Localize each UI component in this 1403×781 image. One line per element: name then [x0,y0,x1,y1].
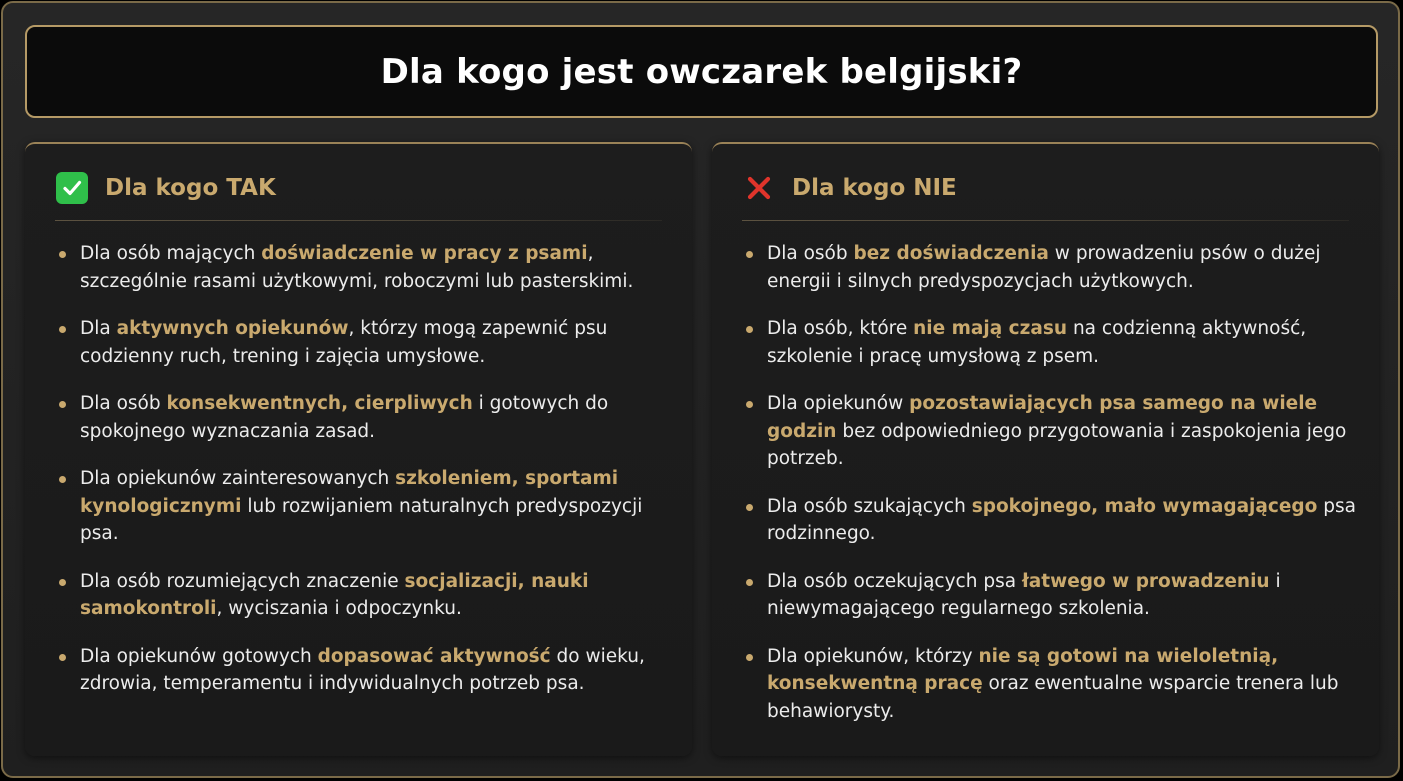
item-highlight: aktywnych opiekunów [116,318,349,339]
item-text: Dla opiekunów [767,393,910,414]
item-highlight: nie są gotowi na wieloletnią, konsekwentną pracę [767,645,1279,694]
item-text: na codzienną aktywność, szkolenie i pracę umysłową z psem. [767,318,1307,367]
item-text: Dla osób [767,243,854,264]
list-item [742,493,1362,548]
item-text: Dla osób mających [80,243,262,264]
list-item [742,568,1362,623]
item-text: Dla osób oczekujących psa [767,570,1022,592]
item-highlight: bez doświadczenia [853,243,1049,264]
item-text: Dla osób rozumiejących znaczenie [80,570,405,592]
bullet-dot [59,654,66,661]
item-text: , którzy mogą zapewnić psu codzienny ruch, trening i zajęcia umysłowe. [80,318,608,367]
item-highlight: nie mają czasu [913,318,1068,339]
item-highlight: konsekwentnych, cierpliwych [166,393,473,414]
bullet-dot [59,401,66,408]
title-banner [25,25,1378,118]
item-highlight: szkoleniem, sportami kynologicznymi [80,468,619,517]
item-text: Dla osób, które [767,318,914,339]
list-item [55,240,675,295]
item-text: i niewymagającego regularnego szkolenia. [767,570,1281,619]
list-item [55,643,675,698]
item-text: Dla opiekunów, którzy [767,645,979,667]
bullet-dot [746,654,753,661]
list-item [55,315,675,370]
item-text: psa rodzinnego. [767,495,1356,544]
yes-heading: Dla kogo TAK [105,175,276,201]
no-heading: Dla kogo NIE [792,175,957,201]
item-highlight: doświadczenie w pracy z psami [261,243,588,264]
item-text: oraz ewentualne wsparcie trenera lub behawiorysty. [767,673,1339,722]
no-panel-header [742,170,957,206]
bullet-dot [59,326,66,333]
yes-list [55,240,675,718]
item-highlight: spokojnego, mało wymagającego [971,495,1318,517]
item-text: i gotowych do spokojnego wyznaczania zasad. [80,393,609,442]
bullet-dot [746,579,753,586]
item-text: Dla osób szukających [767,495,972,517]
bullet-dot [59,579,66,586]
item-text: , wyciszania i odpoczynku. [216,598,462,619]
item-highlight: socjalizacji, nauki samokontroli [80,570,589,619]
no-list [742,240,1362,745]
list-item [55,390,675,445]
list-item [55,568,675,623]
item-text: Dla [80,318,117,339]
item-text: w prowadzeniu psów o dużej energii i silnych predyspozycjach użytkowych. [767,243,1321,292]
item-text: , szczególnie rasami użytkowymi, roboczymi lub pasterskimi. [80,243,634,292]
bullet-dot [746,251,753,258]
page-title: Dla kogo jest owczarek belgijski? [380,51,1023,92]
cross-mark-icon [742,171,776,205]
item-text: do wieku, zdrowia, temperamentu i indywidualnych potrzeb psa. [80,645,645,694]
bullet-dot [746,326,753,333]
item-text: Dla opiekunów zainteresowanych [80,468,396,489]
item-highlight: łatwego w prowadzeniu [1021,570,1270,592]
yes-panel [25,142,692,756]
bullet-dot [59,251,66,258]
item-text: Dla opiekunów gotowych [80,645,318,667]
yes-divider [55,220,662,221]
list-item [742,315,1362,370]
bullet-dot [746,504,753,511]
no-divider [742,220,1349,221]
check-mark-icon [55,171,89,205]
bullet-dot [59,476,66,483]
list-item [742,390,1362,473]
list-item [55,465,675,548]
list-item [742,643,1362,726]
yes-panel-header [55,170,276,206]
item-highlight: pozostawiających psa samego na wiele godzin [767,393,1318,442]
item-highlight: dopasować aktywność [317,645,551,667]
item-text: lub rozwijaniem naturalnych predyspozycji psa. [80,495,643,544]
no-panel [712,142,1379,756]
item-text: bez odpowiedniego przygotowania i zaspokojenia jego potrzeb. [767,420,1347,469]
list-item [742,240,1362,295]
item-text: Dla osób [80,393,167,414]
bullet-dot [746,401,753,408]
